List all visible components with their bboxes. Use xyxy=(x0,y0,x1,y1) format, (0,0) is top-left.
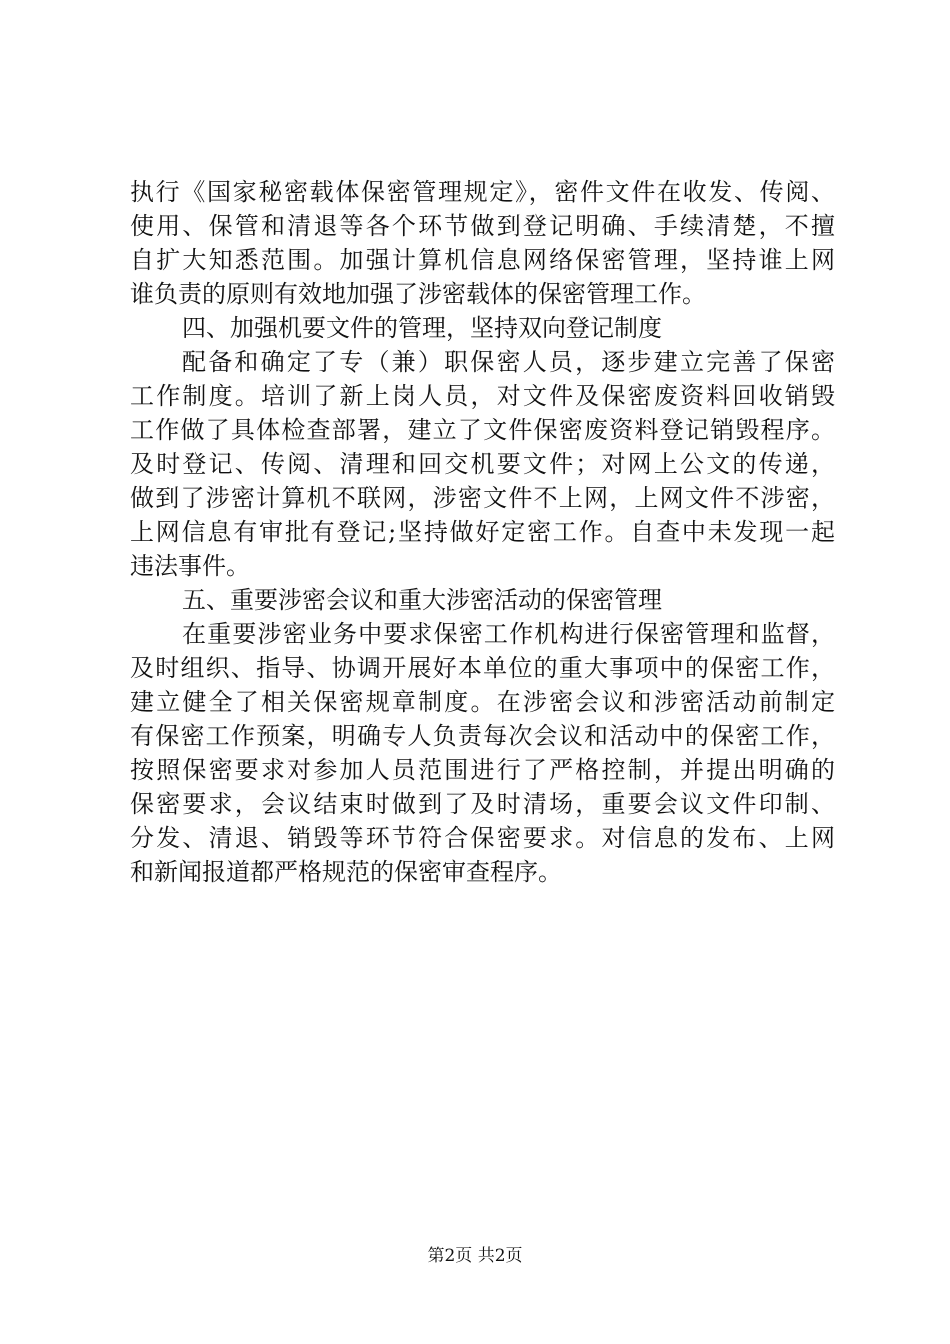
body-line: 保密要求，会议结束时做到了及时清场，重要会议文件印制、 xyxy=(130,790,835,818)
body-line: 违法事件。 xyxy=(130,552,250,580)
body-line: 工作做了具体检查部署，建立了文件保密废资料登记销毁程序。 xyxy=(130,416,835,444)
body-line: 及时登记、传阅、清理和回交机要文件；对网上公文的传递， xyxy=(130,450,835,478)
body-line: 做到了涉密计算机不联网，涉密文件不上网，上网文件不涉密， xyxy=(130,484,835,512)
body-line: 上网信息有审批有登记;坚持做好定密工作。自查中未发现一起 xyxy=(130,518,835,546)
body-line: 工作制度。培训了新上岗人员，对文件及保密废资料回收销毁 xyxy=(130,382,835,410)
page-footer xyxy=(0,1244,950,1268)
body-line: 按照保密要求对参加人员范围进行了严格控制，并提出明确的 xyxy=(130,756,835,784)
body-line: 配备和确定了专（兼）职保密人员，逐步建立完善了保密 xyxy=(182,348,835,376)
body-line: 执行《国家秘密载体保密管理规定》，密件文件在收发、传阅、 xyxy=(130,178,835,206)
body-line: 分发、清退、销毁等环节符合保密要求。对信息的发布、上网 xyxy=(130,824,835,852)
document-body xyxy=(130,175,835,889)
body-line: 及时组织、指导、协调开展好本单位的重大事项中的保密工作， xyxy=(130,654,835,682)
section-heading-5: 五、重要涉密会议和重大涉密活动的保密管理 xyxy=(182,586,662,614)
body-line: 在重要涉密业务中要求保密工作机构进行保密管理和监督， xyxy=(182,620,835,648)
body-line: 自扩大知悉范围。加强计算机信息网络保密管理，坚持谁上网 xyxy=(130,246,835,274)
body-line: 使用、保管和清退等各个环节做到登记明确、手续清楚，不擅 xyxy=(130,212,835,240)
body-line: 和新闻报道都严格规范的保密审查程序。 xyxy=(130,858,562,886)
section-heading-4: 四、加强机要文件的管理，坚持双向登记制度 xyxy=(182,314,662,342)
body-line: 有保密工作预案，明确专人负责每次会议和活动中的保密工作， xyxy=(130,722,835,750)
page-number: 第2页 共2页 xyxy=(427,1246,523,1266)
body-line: 建立健全了相关保密规章制度。在涉密会议和涉密活动前制定 xyxy=(130,688,835,716)
body-line: 谁负责的原则有效地加强了涉密载体的保密管理工作。 xyxy=(130,280,706,308)
